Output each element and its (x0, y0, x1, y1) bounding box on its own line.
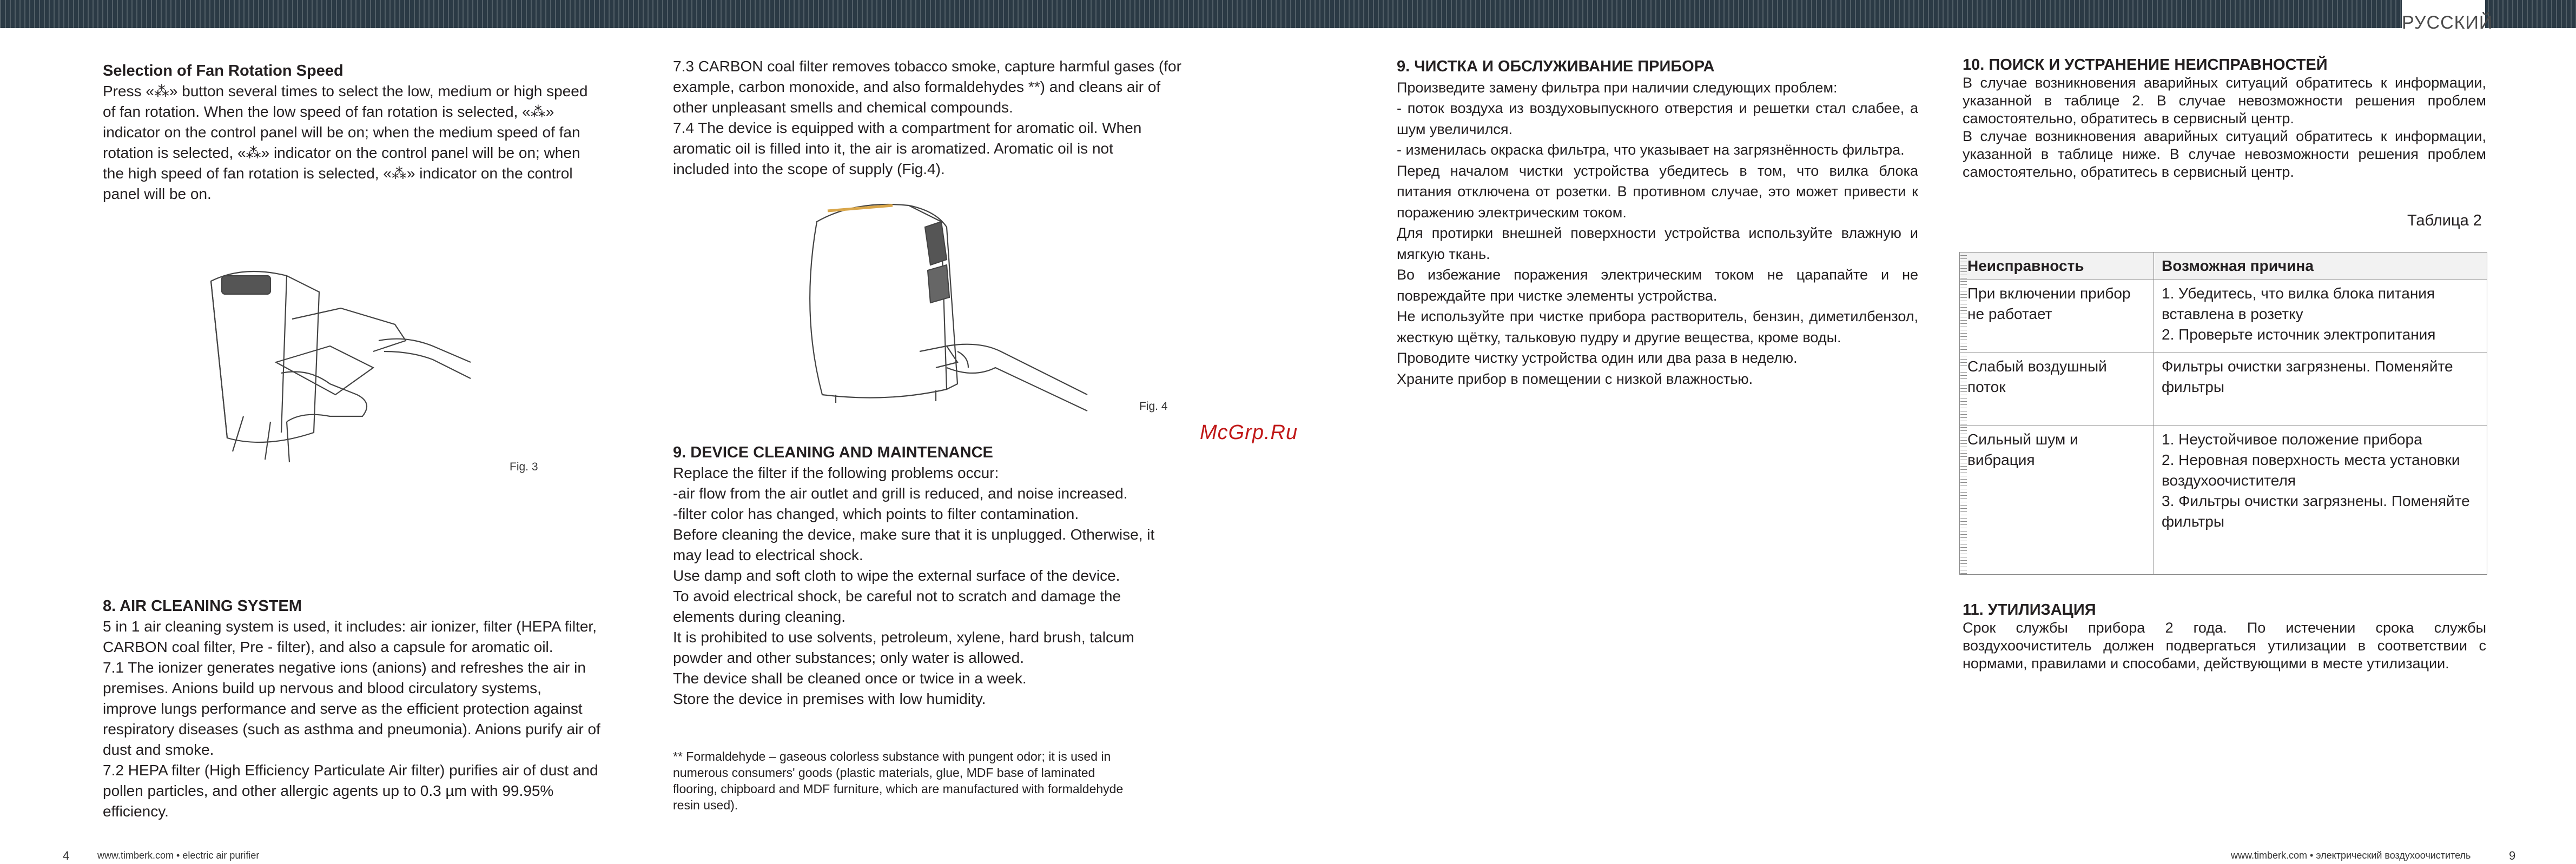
air-cleaning-section (103, 596, 622, 822)
table-edge-hatching (1960, 252, 1967, 576)
troubleshooting-section (1963, 56, 2486, 181)
text-line: 7.3 CARBON coal filter removes tobacco smoke, capture harmful gases (for (673, 58, 1181, 75)
device-cleaning-section (673, 442, 1192, 709)
figure-3-caption: Fig. 3 (510, 461, 538, 473)
text-line: included into the scope of supply (Fig.4). (673, 161, 945, 177)
text-line: CARBON coal filter, Pre - filter), and also a capsule for aromatic oil. (103, 639, 553, 655)
air-cleaning-title: 8. AIR CLEANING SYSTEM (103, 597, 302, 615)
text-line: Press «⁂» button several times to select the low, medium or high speed (103, 83, 588, 99)
cause-cell (2154, 353, 2487, 426)
paragraph: - изменилась окраска фильтра, что указывает на загрязнённость фильтра. (1397, 142, 1905, 158)
ru-cleaning-section (1397, 56, 1918, 389)
utilization-title: 11. УТИЛИЗАЦИЯ (1963, 601, 2096, 619)
text-line: may lead to electrical shock. (673, 547, 863, 563)
text-line: Use damp and soft cloth to wipe the external surface of the device. (673, 567, 1120, 584)
footnote-line: numerous consumers' goods (plastic materials, glue, MDF base of laminated (673, 766, 1095, 780)
text-line: example, carbon monoxide, and also formaldehydes **) and cleans air of (673, 78, 1161, 95)
table-row (1960, 353, 2487, 426)
paragraph: Проводите чистку устройства один или два раза в неделю. (1397, 350, 1798, 366)
text-line: 7.4 The device is equipped with a compartment for aromatic oil. When (673, 119, 1142, 136)
cause-line: 2. Неровная поверхность места установки воздухоочистителя (2162, 451, 2460, 489)
text-line: rotation is selected, «⁂» indicator on the control panel will be on; when (103, 144, 580, 161)
troubleshooting-table (1959, 252, 2487, 575)
paragraph: В случае возникновения аварийных ситуаций обратитесь к информации, указанной в таблице ниже. В случае невозможности решения проблем самостоятельно, обратитесь в сервисный центр. (1963, 128, 2486, 180)
paragraph: Во избежание поражения электрическим током не царапайте и не повреждайте при чистке элементы устройства. (1397, 267, 1918, 304)
table-header-row (1960, 252, 2487, 280)
footnote-line: resin used). (673, 798, 738, 812)
column-header: Возможная причина (2154, 252, 2487, 280)
text-line: improve lungs performance and serve as the efficient protection against (103, 700, 583, 717)
formaldehyde-footnote (673, 748, 1203, 813)
text-line: Before cleaning the device, make sure that it is unplugged. Otherwise, it (673, 526, 1155, 543)
left-page-number: 4 (63, 849, 70, 862)
text-line: efficiency. (103, 803, 169, 820)
right-footer-text: www.timberk.com • электрический воздухоочиститель (2231, 850, 2471, 861)
paragraph: Храните прибор в помещении с низкой влажностью. (1397, 370, 1753, 387)
cause-line: Фильтры очистки загрязнены. Поменяйте фильтры (2162, 358, 2453, 395)
cause-line: 1. Неустойчивое положение прибора (2162, 431, 2422, 448)
text-line: the high speed of fan rotation is selected, «⁂» indicator on the control (103, 165, 573, 182)
text-line: pollen particles, and other allergic agents up to 0.3 µm with 99.95% (103, 782, 554, 799)
watermark: McGrp.Ru (1200, 421, 1298, 444)
cause-line: 2. Проверьте источник электропитания (2162, 326, 2436, 343)
fault-cell: Сильный шум и вибрация (1960, 426, 2154, 575)
footnote-line: ** Formaldehyde – gaseous colorless substance with pungent odor; it is used in (673, 749, 1111, 763)
paragraph: Срок службы прибора 2 года. По истечении срока службы воздухоочиститель должен подвергаться утилизации в соответствии с нормами, правилами и способами, действующими в месте утилизации. (1963, 620, 2486, 672)
fan-speed-section (103, 61, 622, 204)
top-stripe-bar (0, 0, 2576, 28)
text-line: 7.2 HEPA filter (High Efficiency Particulate Air filter) purifies air of dust and (103, 762, 598, 779)
text-line: 7.1 The ionizer generates negative ions (anions) and refreshes the air in (103, 659, 586, 676)
table-row (1960, 280, 2487, 353)
text-line: Store the device in premises with low humidity. (673, 690, 986, 707)
text-line: To avoid electrical shock, be careful not to scratch and damage the (673, 588, 1121, 604)
table-row (1960, 426, 2487, 575)
fan-speed-title: Selection of Fan Rotation Speed (103, 62, 344, 79)
cause-line: 1. Убедитесь, что вилка блока питания вставлена в розетку (2162, 285, 2435, 322)
text-line: Replace the filter if the following problems occur: (673, 464, 999, 481)
cause-cell (2154, 426, 2487, 575)
paragraph: Перед началом чистки устройства убедитесь в том, что вилка блока питания отключена от розетки. В противном случае, это может привести к поражению электрическим током. (1397, 162, 1918, 221)
text-line: panel will be on. (103, 185, 212, 202)
fault-cell: Слабый воздушный поток (1960, 353, 2154, 426)
paragraph: В случае возникновения аварийных ситуаций обратитесь к информации, указанной в таблице 2. В случае невозможности решения проблем самостоятельно, обратитесь в сервисный центр. (1963, 75, 2486, 127)
left-footer-text: www.timberk.com • electric air purifier (97, 850, 260, 861)
paragraph: Для протирки внешней поверхности устройства используйте влажную и мягкую ткань. (1397, 225, 1918, 262)
text-line: The device shall be cleaned once or twice in a week. (673, 670, 1027, 687)
text-line: premises. Anions build up nervous and blood circulatory systems, (103, 680, 541, 696)
table-caption: Таблица 2 (2407, 212, 2482, 229)
utilization-section (1963, 601, 2486, 673)
text-line: -air flow from the air outlet and grill is reduced, and noise increased. (673, 485, 1128, 502)
paragraph: Произведите замену фильтра при наличии следующих проблем: (1397, 79, 1838, 96)
cause-cell (2154, 280, 2487, 353)
fault-cell: При включении прибор не работает (1960, 280, 2154, 353)
text-line: It is prohibited to use solvents, petroleum, xylene, hard brush, talcum (673, 629, 1134, 646)
troubleshooting-title: 10. ПОИСК И УСТРАНЕНИЕ НЕИСПРАВНОСТЕЙ (1963, 56, 2328, 74)
footnote-line: flooring, chipboard and MDF furniture, which are manufactured with formaldehyde (673, 782, 1124, 796)
text-line: other unpleasant smells and chemical compounds. (673, 99, 1013, 116)
text-line: -filter color has changed, which points to filter contamination. (673, 506, 1079, 522)
carbon-filter-section (673, 56, 1192, 180)
paragraph: Не используйте при чистке прибора растворитель, бензин, диметилбензол, жесткую щётку, тальковую пудру и другие вещества, кроме воды. (1397, 308, 1918, 345)
right-page-number: 9 (2509, 849, 2516, 862)
text-line: 5 in 1 air cleaning system is used, it includes: air ionizer, filter (HEPA filter, (103, 618, 597, 635)
paragraph: - поток воздуха из воздуховыпускного отверстия и решетки стал слабее, а шум увеличился. (1397, 100, 1918, 137)
text-line: powder and other substances; only water is allowed. (673, 649, 1025, 666)
text-line: respiratory diseases (such as asthma and pneumonia). Anions purify air of (103, 721, 600, 737)
language-tab: РУССКИЙ (2402, 0, 2485, 38)
figure-4-caption: Fig. 4 (1139, 400, 1168, 413)
figure-3-illustration (179, 260, 481, 465)
column-header: Неисправность (1960, 252, 2154, 280)
text-line: aromatic oil is filled into it, the air is aromatized. Aromatic oil is not (673, 140, 1113, 157)
figure-4-illustration (784, 189, 1098, 416)
text-line: elements during cleaning. (673, 608, 846, 625)
cause-line: 3. Фильтры очистки загрязнены. Поменяйте фильтры (2162, 493, 2470, 530)
text-line: indicator on the control panel will be on; when the medium speed of fan (103, 124, 580, 141)
text-line: of fan rotation. When the low speed of fan rotation is selected, «⁂» (103, 103, 554, 120)
device-cleaning-title: 9. DEVICE CLEANING AND MAINTENANCE (673, 444, 993, 461)
text-line: dust and smoke. (103, 741, 214, 758)
ru-cleaning-title: 9. ЧИСТКА И ОБСЛУЖИВАНИЕ ПРИБОРА (1397, 58, 1715, 75)
